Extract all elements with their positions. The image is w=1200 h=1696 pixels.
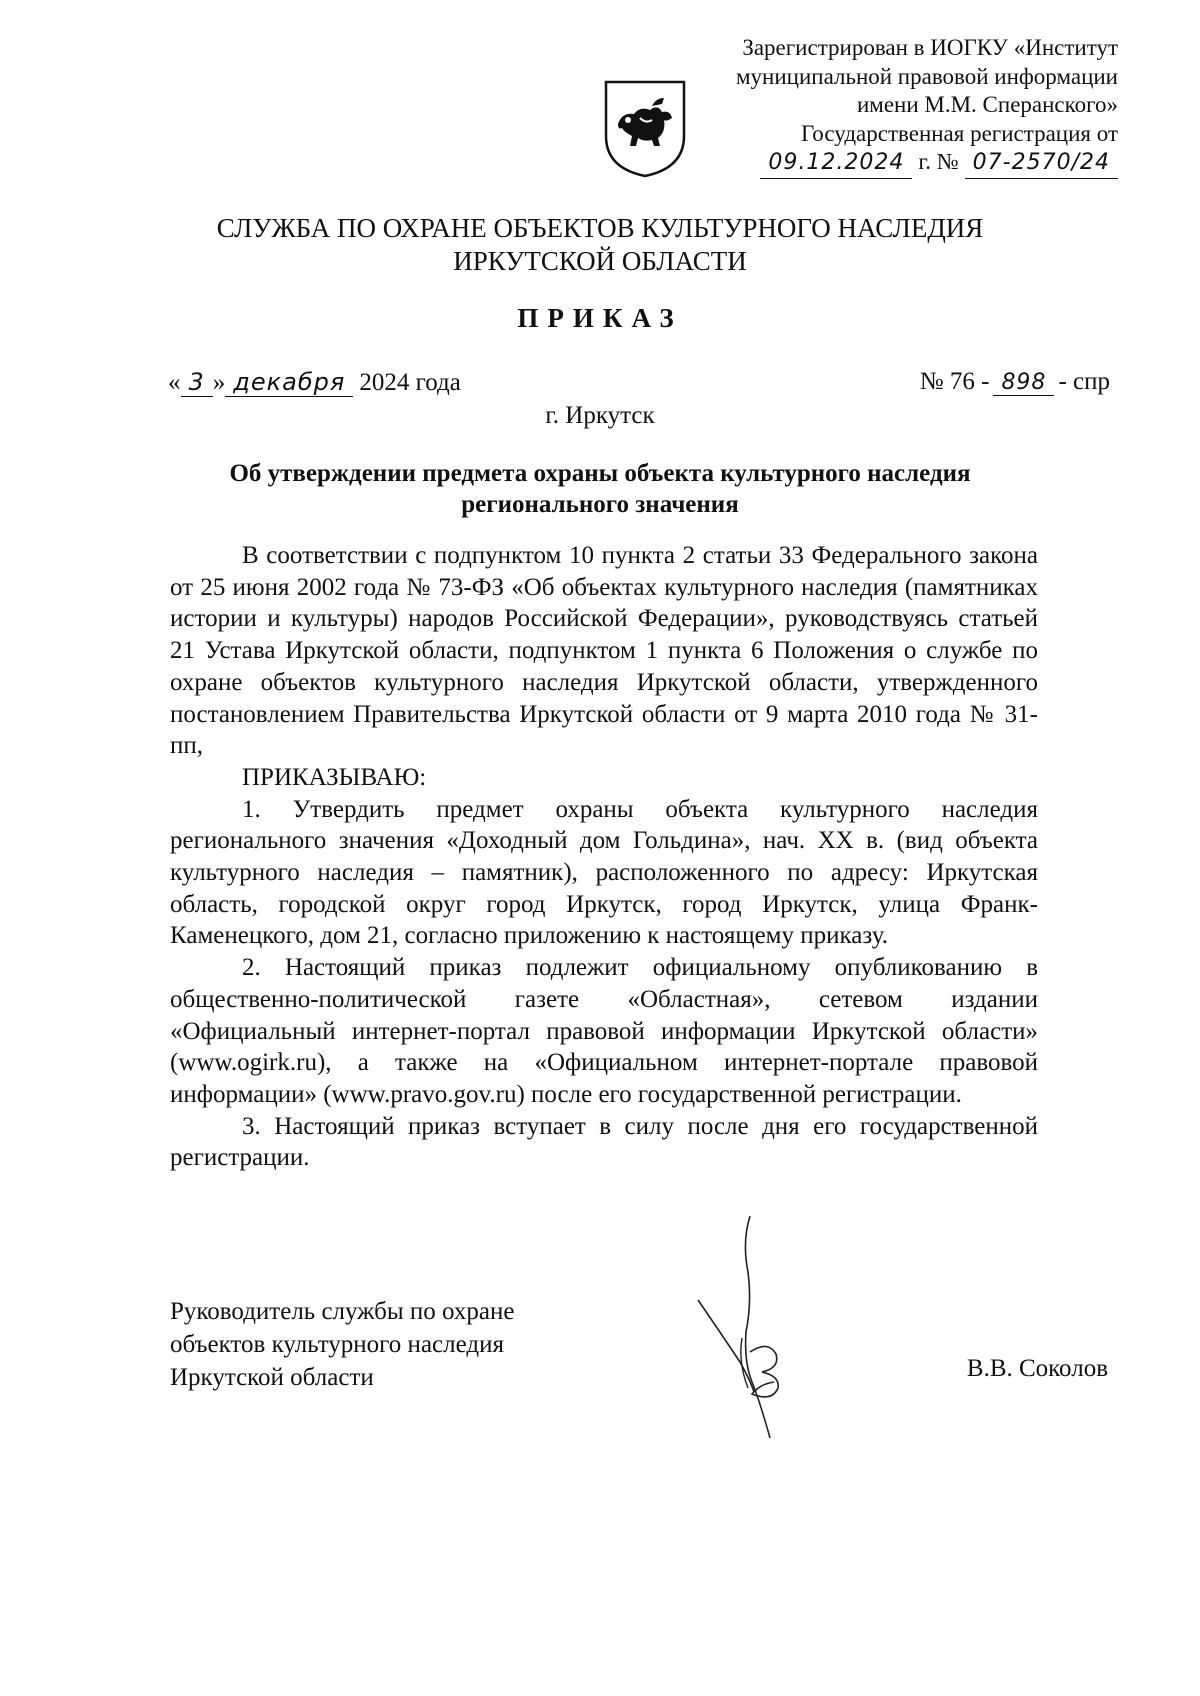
registration-line-4: Государственная регистрация от [801, 120, 1118, 146]
order-heading-line-2: регионального значения [461, 491, 739, 518]
order-number-value: 898 [993, 370, 1054, 396]
item-3-paragraph: 3. Настоящий приказ вступает в силу после дня его государственной регистрации. [170, 1112, 1038, 1172]
organization-name [0, 212, 1200, 278]
signatory-position [170, 1295, 514, 1394]
registration-date: 09.12.2024 [760, 149, 912, 179]
registration-number: 07-2570/24 [965, 149, 1118, 179]
order-number-prefix: № 76 - [919, 368, 990, 395]
registration-line-1: Зарегистрирован в ИОГКУ «Институт [742, 35, 1118, 60]
order-heading-line-1: Об утверждении предмета охраны объекта культурного наследия [229, 460, 971, 487]
order-number-suffix: - спр [1058, 368, 1110, 395]
preamble-paragraph: В соответствии с подпунктом 10 пункта 2 статьи 33 Федерального закона от 25 июня 2002 года № 73-ФЗ «Об объектах культурного наследия (памятниках истории и культуры) народов Российской Федерации», руководствуясь статьей 21 Устава Иркутской области, подпунктом 1 пункта 6 Положения о службе по охране объектов культурного наследия Иркутской области, утвержденного постановлением Правительства Иркутской области от 9 марта 2010 года № 31-пп, [170, 542, 1038, 760]
item-1-paragraph: 1. Утвердить предмет охраны объекта культурного наследия регионального значения «Доходный дом Гольдина», нач. XX в. (вид объекта культурного наследия – памятник), расположенного по адресу: Иркутская область, городской округ город Иркутск, город Иркутск, улица Франк-Каменецкого, дом 21, согласно приложению к настоящему приказу. [170, 795, 1038, 950]
date-year: 2024 года [359, 369, 461, 396]
registration-stamp [658, 34, 1118, 179]
order-date [168, 368, 461, 397]
registration-date-number-line [658, 148, 1118, 179]
organization-line-2: ИРКУТСКОЙ ОБЛАСТИ [453, 246, 747, 276]
document-type-title: ПРИКАЗ [517, 303, 683, 333]
item-2-paragraph: 2. Настоящий приказ подлежит официальному опубликованию в общественно-политической газете «Областная», сетевом издании «Официальный интернет-портал правовой информации Иркутской области» (www.ogirk.ru), а также на «Официальном интернет-портале правовой информации» (www.pravo.gov.ru) после его государственной регистрации. [170, 954, 1038, 1108]
command-word: ПРИКАЗЫВАЮ: [242, 763, 427, 791]
organization-line-1: СЛУЖБА ПО ОХРАНЕ ОБЪЕКТОВ КУЛЬТУРНОГО НАСЛЕДИЯ [216, 213, 984, 243]
registration-number-prefix: г. № [918, 149, 959, 174]
order-number [920, 368, 1110, 396]
date-day: 3 [181, 368, 213, 397]
city: г. Иркутск [545, 402, 655, 429]
registration-line-2: муниципальной правовой информации [735, 63, 1118, 89]
signatory-position-line-3: Иркутской области [170, 1364, 374, 1391]
handwritten-signature [690, 1212, 820, 1442]
date-open-quote: « [168, 369, 181, 396]
date-month: декабря [225, 368, 353, 397]
order-body [170, 540, 1038, 1174]
registration-line-3: имени М.М. Сперанского» [856, 92, 1118, 117]
order-heading [160, 458, 1040, 520]
date-close-quote: » [212, 369, 226, 396]
signatory-position-line-1: Руководитель службы по охране [170, 1298, 515, 1325]
signatory-position-line-2: объектов культурного наследия [170, 1331, 504, 1358]
signatory-name: В.В. Соколов [966, 1355, 1108, 1382]
